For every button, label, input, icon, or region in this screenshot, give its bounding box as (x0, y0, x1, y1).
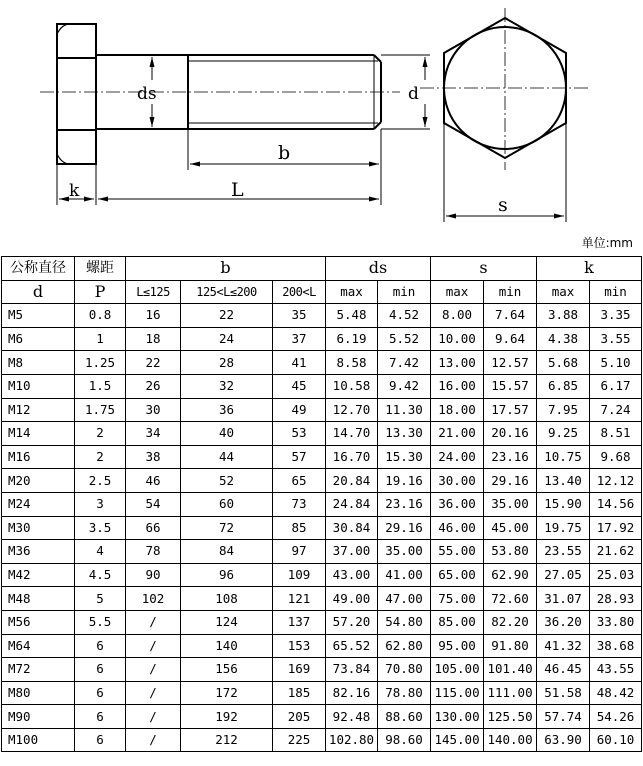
unit-label: 单位:mm (581, 236, 633, 250)
cell-s-min: 62.90 (484, 563, 537, 587)
header-row-2 (2, 280, 642, 304)
cell-s-max: 65.00 (431, 563, 484, 587)
cell-ds-min: 4.52 (378, 304, 431, 328)
cell-k-min: 6.17 (590, 374, 642, 398)
cell-k-min: 54.26 (590, 705, 642, 729)
header-ds: ds (326, 257, 431, 281)
cell-ds-min: 11.30 (378, 398, 431, 422)
cell-b-l125: 30 (126, 398, 181, 422)
cell-p: 6 (75, 658, 126, 682)
header-k: k (537, 257, 642, 281)
cell-s-min: 12.57 (484, 351, 537, 375)
cell-b-l125: / (126, 728, 181, 752)
table-row (2, 681, 642, 705)
cell-ds-min: 70.80 (378, 658, 431, 682)
table-row (2, 469, 642, 493)
cell-ds-min: 88.60 (378, 705, 431, 729)
table-row (2, 658, 642, 682)
cell-k-min: 17.92 (590, 516, 642, 540)
cell-k-max: 10.75 (537, 445, 590, 469)
label-ds: ds (137, 84, 157, 104)
cell-k-min: 12.12 (590, 469, 642, 493)
cell-k-max: 15.90 (537, 492, 590, 516)
cell-s-max: 10.00 (431, 327, 484, 351)
cell-s-max: 145.00 (431, 728, 484, 752)
cell-p: 3.5 (75, 516, 126, 540)
cell-d: M100 (2, 728, 75, 752)
cell-ds-min: 47.00 (378, 587, 431, 611)
cell-d: M30 (2, 516, 75, 540)
cell-b-lover: 137 (273, 610, 326, 634)
cell-b-l125: 16 (126, 304, 181, 328)
cell-k-min: 7.24 (590, 398, 642, 422)
dimension-arrows (59, 57, 564, 219)
cell-s-min: 101.40 (484, 658, 537, 682)
cell-b-l200: 84 (181, 540, 273, 564)
cell-b-l125: / (126, 681, 181, 705)
cell-k-max: 6.85 (537, 374, 590, 398)
cell-ds-min: 98.60 (378, 728, 431, 752)
cell-s-min: 17.57 (484, 398, 537, 422)
cell-s-max: 95.00 (431, 634, 484, 658)
cell-s-max: 30.00 (431, 469, 484, 493)
cell-s-max: 13.00 (431, 351, 484, 375)
cell-k-min: 33.80 (590, 610, 642, 634)
cell-k-max: 41.32 (537, 634, 590, 658)
table-row (2, 327, 642, 351)
cell-s-max: 36.00 (431, 492, 484, 516)
cell-b-l125: 78 (126, 540, 181, 564)
label-d: d (408, 84, 419, 104)
table-row (2, 374, 642, 398)
cell-p: 2 (75, 422, 126, 446)
cell-ds-min: 23.16 (378, 492, 431, 516)
cell-k-min: 25.03 (590, 563, 642, 587)
cell-b-lover: 205 (273, 705, 326, 729)
header-d-cn: 公称直径 (2, 257, 75, 281)
cell-b-l200: 212 (181, 728, 273, 752)
cell-ds-min: 19.16 (378, 469, 431, 493)
cell-p: 6 (75, 681, 126, 705)
cell-d: M36 (2, 540, 75, 564)
header-s: s (431, 257, 537, 281)
center-lines (40, 8, 590, 170)
cell-d: M8 (2, 351, 75, 375)
cell-s-min: 23.16 (484, 445, 537, 469)
table-row (2, 445, 642, 469)
cell-b-l200: 32 (181, 374, 273, 398)
dimension-lines (57, 55, 566, 222)
cell-b-l200: 44 (181, 445, 273, 469)
cell-p: 1.5 (75, 374, 126, 398)
cell-s-max: 130.00 (431, 705, 484, 729)
cell-ds-min: 35.00 (378, 540, 431, 564)
cell-k-max: 36.20 (537, 610, 590, 634)
cell-b-lover: 49 (273, 398, 326, 422)
header-b-lover: 200<L (273, 280, 326, 304)
cell-ds-max: 6.19 (326, 327, 378, 351)
cell-b-l125: 102 (126, 587, 181, 611)
cell-ds-max: 30.84 (326, 516, 378, 540)
cell-b-l125: 34 (126, 422, 181, 446)
cell-ds-max: 73.84 (326, 658, 378, 682)
label-s: s (498, 194, 508, 216)
cell-b-lover: 169 (273, 658, 326, 682)
cell-ds-max: 5.48 (326, 304, 378, 328)
cell-p: 6 (75, 728, 126, 752)
cell-b-l200: 60 (181, 492, 273, 516)
cell-ds-max: 57.20 (326, 610, 378, 634)
cell-p: 3 (75, 492, 126, 516)
cell-s-max: 75.00 (431, 587, 484, 611)
table-row (2, 563, 642, 587)
header-ds-min: min (378, 280, 431, 304)
cell-s-max: 105.00 (431, 658, 484, 682)
cell-ds-max: 43.00 (326, 563, 378, 587)
cell-s-min: 111.00 (484, 681, 537, 705)
table-row (2, 492, 642, 516)
cell-s-max: 8.00 (431, 304, 484, 328)
bolt-spec-table (1, 256, 642, 752)
cell-k-min: 28.93 (590, 587, 642, 611)
cell-b-l125: / (126, 634, 181, 658)
table-row (2, 705, 642, 729)
cell-b-lover: 41 (273, 351, 326, 375)
cell-s-min: 7.64 (484, 304, 537, 328)
cell-d: M42 (2, 563, 75, 587)
cell-d: M16 (2, 445, 75, 469)
cell-ds-max: 16.70 (326, 445, 378, 469)
cell-p: 2 (75, 445, 126, 469)
cell-d: M14 (2, 422, 75, 446)
cell-b-lover: 225 (273, 728, 326, 752)
cell-k-min: 9.68 (590, 445, 642, 469)
cell-b-l200: 156 (181, 658, 273, 682)
cell-b-l125: 22 (126, 351, 181, 375)
header-row-1 (2, 257, 642, 281)
header-s-min: min (484, 280, 537, 304)
bolt-technical-drawing (0, 0, 643, 255)
cell-b-l200: 72 (181, 516, 273, 540)
cell-d: M12 (2, 398, 75, 422)
cell-b-lover: 109 (273, 563, 326, 587)
cell-p: 5 (75, 587, 126, 611)
cell-b-l200: 40 (181, 422, 273, 446)
cell-ds-max: 24.84 (326, 492, 378, 516)
cell-b-lover: 97 (273, 540, 326, 564)
cell-k-min: 5.10 (590, 351, 642, 375)
table-row (2, 422, 642, 446)
cell-ds-min: 15.30 (378, 445, 431, 469)
cell-p: 0.8 (75, 304, 126, 328)
label-b: b (278, 142, 291, 164)
cell-s-max: 85.00 (431, 610, 484, 634)
cell-k-max: 5.68 (537, 351, 590, 375)
cell-p: 1.75 (75, 398, 126, 422)
cell-ds-min: 41.00 (378, 563, 431, 587)
cell-k-max: 23.55 (537, 540, 590, 564)
cell-b-lover: 65 (273, 469, 326, 493)
cell-k-max: 13.40 (537, 469, 590, 493)
cell-b-lover: 121 (273, 587, 326, 611)
cell-b-l200: 22 (181, 304, 273, 328)
cell-ds-min: 29.16 (378, 516, 431, 540)
cell-k-min: 43.55 (590, 658, 642, 682)
table-row (2, 610, 642, 634)
cell-p: 6 (75, 634, 126, 658)
cell-ds-max: 12.70 (326, 398, 378, 422)
header-k-max: max (537, 280, 590, 304)
cell-b-lover: 35 (273, 304, 326, 328)
table-row (2, 304, 642, 328)
cell-ds-max: 65.52 (326, 634, 378, 658)
cell-b-lover: 53 (273, 422, 326, 446)
cell-d: M64 (2, 634, 75, 658)
cell-s-min: 15.57 (484, 374, 537, 398)
header-p-cn: 螺距 (75, 257, 126, 281)
cell-s-min: 53.80 (484, 540, 537, 564)
cell-k-min: 38.68 (590, 634, 642, 658)
cell-d: M90 (2, 705, 75, 729)
cell-k-min: 3.35 (590, 304, 642, 328)
cell-b-l200: 172 (181, 681, 273, 705)
cell-ds-max: 14.70 (326, 422, 378, 446)
cell-ds-min: 5.52 (378, 327, 431, 351)
label-k: k (69, 181, 80, 201)
cell-b-lover: 57 (273, 445, 326, 469)
cell-ds-min: 78.80 (378, 681, 431, 705)
table-row (2, 516, 642, 540)
cell-k-min: 14.56 (590, 492, 642, 516)
cell-s-max: 55.00 (431, 540, 484, 564)
cell-s-max: 16.00 (431, 374, 484, 398)
cell-b-l200: 52 (181, 469, 273, 493)
cell-ds-max: 102.80 (326, 728, 378, 752)
cell-b-l125: 18 (126, 327, 181, 351)
bolt-head-side-view (57, 24, 96, 164)
cell-b-lover: 45 (273, 374, 326, 398)
cell-k-max: 3.88 (537, 304, 590, 328)
cell-s-max: 115.00 (431, 681, 484, 705)
table-row (2, 398, 642, 422)
cell-b-l200: 124 (181, 610, 273, 634)
cell-p: 1 (75, 327, 126, 351)
cell-b-l200: 24 (181, 327, 273, 351)
cell-b-l125: 26 (126, 374, 181, 398)
cell-b-l125: / (126, 705, 181, 729)
cell-ds-max: 92.48 (326, 705, 378, 729)
cell-d: M20 (2, 469, 75, 493)
cell-s-max: 18.00 (431, 398, 484, 422)
cell-k-max: 19.75 (537, 516, 590, 540)
cell-k-min: 8.51 (590, 422, 642, 446)
cell-b-lover: 73 (273, 492, 326, 516)
cell-b-l200: 192 (181, 705, 273, 729)
header-k-min: min (590, 280, 642, 304)
cell-b-l125: 54 (126, 492, 181, 516)
cell-p: 4 (75, 540, 126, 564)
cell-d: M24 (2, 492, 75, 516)
cell-d: M56 (2, 610, 75, 634)
cell-k-min: 3.55 (590, 327, 642, 351)
label-L: L (231, 179, 244, 201)
cell-d: M10 (2, 374, 75, 398)
cell-k-max: 51.58 (537, 681, 590, 705)
cell-ds-max: 8.58 (326, 351, 378, 375)
cell-p: 2.5 (75, 469, 126, 493)
cell-b-l125: / (126, 658, 181, 682)
cell-ds-max: 20.84 (326, 469, 378, 493)
header-b-l125: L≤125 (126, 280, 181, 304)
cell-b-lover: 85 (273, 516, 326, 540)
cell-ds-min: 7.42 (378, 351, 431, 375)
cell-ds-min: 9.42 (378, 374, 431, 398)
header-d-sym: d (2, 280, 75, 304)
cell-b-l125: 46 (126, 469, 181, 493)
cell-b-lover: 37 (273, 327, 326, 351)
cell-b-l125: 38 (126, 445, 181, 469)
cell-s-max: 21.00 (431, 422, 484, 446)
cell-k-min: 21.62 (590, 540, 642, 564)
cell-p: 6 (75, 705, 126, 729)
cell-s-min: 91.80 (484, 634, 537, 658)
cell-ds-min: 13.30 (378, 422, 431, 446)
cell-k-max: 31.07 (537, 587, 590, 611)
cell-b-lover: 153 (273, 634, 326, 658)
cell-p: 5.5 (75, 610, 126, 634)
cell-s-min: 82.20 (484, 610, 537, 634)
cell-p: 1.25 (75, 351, 126, 375)
cell-k-max: 7.95 (537, 398, 590, 422)
table-body (2, 304, 642, 752)
header-b: b (126, 257, 326, 281)
cell-s-min: 45.00 (484, 516, 537, 540)
header-s-max: max (431, 280, 484, 304)
cell-k-max: 57.74 (537, 705, 590, 729)
cell-s-min: 29.16 (484, 469, 537, 493)
header-b-l200: 125<L≤200 (181, 280, 273, 304)
cell-b-lover: 185 (273, 681, 326, 705)
table-row (2, 634, 642, 658)
header-p-sym: P (75, 280, 126, 304)
cell-k-max: 4.38 (537, 327, 590, 351)
cell-k-max: 9.25 (537, 422, 590, 446)
cell-ds-min: 54.80 (378, 610, 431, 634)
cell-b-l200: 140 (181, 634, 273, 658)
cell-s-min: 35.00 (484, 492, 537, 516)
cell-d: M6 (2, 327, 75, 351)
cell-d: M72 (2, 658, 75, 682)
header-ds-max: max (326, 280, 378, 304)
cell-d: M80 (2, 681, 75, 705)
cell-p: 4.5 (75, 563, 126, 587)
cell-ds-max: 37.00 (326, 540, 378, 564)
cell-ds-min: 62.80 (378, 634, 431, 658)
cell-k-min: 48.42 (590, 681, 642, 705)
table-row (2, 351, 642, 375)
cell-d: M48 (2, 587, 75, 611)
cell-ds-max: 49.00 (326, 587, 378, 611)
table-row (2, 728, 642, 752)
table-row (2, 587, 642, 611)
cell-s-min: 9.64 (484, 327, 537, 351)
cell-b-l125: / (126, 610, 181, 634)
cell-b-l200: 28 (181, 351, 273, 375)
cell-k-min: 60.10 (590, 728, 642, 752)
cell-k-max: 27.05 (537, 563, 590, 587)
cell-b-l200: 96 (181, 563, 273, 587)
cell-ds-max: 10.58 (326, 374, 378, 398)
cell-s-max: 24.00 (431, 445, 484, 469)
cell-s-min: 140.00 (484, 728, 537, 752)
cell-s-min: 72.60 (484, 587, 537, 611)
table-row (2, 540, 642, 564)
cell-d: M5 (2, 304, 75, 328)
cell-b-l125: 90 (126, 563, 181, 587)
cell-s-min: 20.16 (484, 422, 537, 446)
cell-k-max: 46.45 (537, 658, 590, 682)
cell-b-l125: 66 (126, 516, 181, 540)
cell-b-l200: 108 (181, 587, 273, 611)
cell-s-min: 125.50 (484, 705, 537, 729)
cell-k-max: 63.90 (537, 728, 590, 752)
cell-s-max: 46.00 (431, 516, 484, 540)
cell-ds-max: 82.16 (326, 681, 378, 705)
cell-b-l200: 36 (181, 398, 273, 422)
